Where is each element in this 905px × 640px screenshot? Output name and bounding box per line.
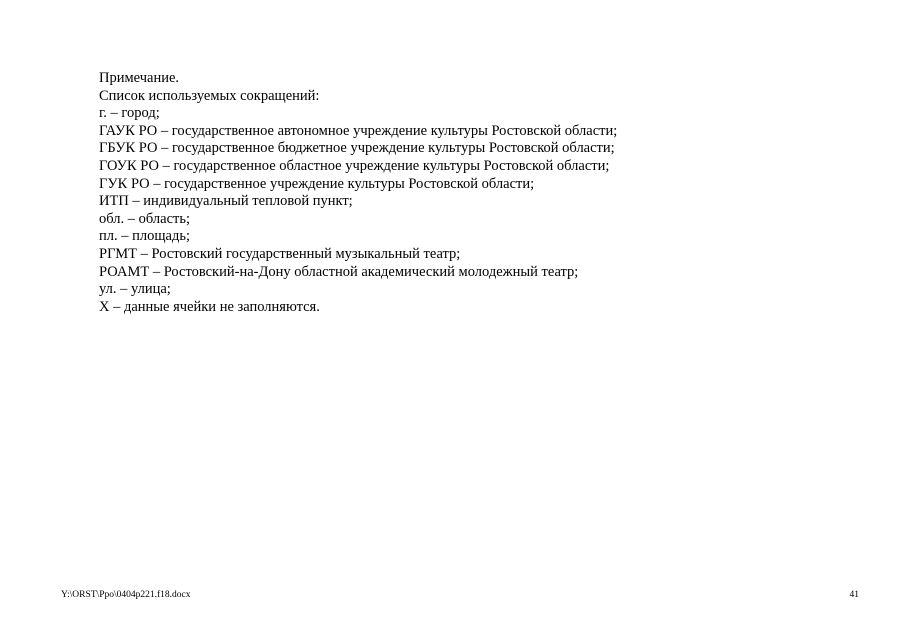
abbreviation-item: ГОУК РО – государственное областное учреждение культуры Ростовской области; [99,157,610,174]
footer-page-number: 41 [849,590,859,600]
abbreviation-item: ГАУК РО – государственное автономное учреждение культуры Ростовской области; [99,122,618,139]
abbreviation-item: ИТП – индивидуальный тепловой пункт; [99,193,353,210]
abbreviation-item: пл. – площадь; [99,228,190,245]
abbreviation-item: ул. – улица; [99,281,171,298]
abbreviation-item: ГБУК РО – государственное бюджетное учреждение культуры Ростовской области; [99,140,615,157]
abbreviation-item: РГМТ – Ростовский государственный музыкальный театр; [99,245,461,262]
footer-file-path: Y:\ORST\Ppo\0404p221.f18.docx [61,590,191,600]
note-title: Примечание. [99,70,180,86]
abbreviation-item: Х – данные ячейки не заполняются. [99,298,320,315]
abbreviation-item: РОАМТ – Ростовский-на-Дону областной академический молодежный театр; [99,263,579,280]
abbreviations-note [99,70,859,316]
abbreviation-item: обл. – область; [99,210,190,227]
abbreviation-item: г. – город; [99,105,160,122]
abbreviation-item: ГУК РО – государственное учреждение культуры Ростовской области; [99,175,535,192]
note-subtitle: Список используемых сокращений: [99,87,320,104]
